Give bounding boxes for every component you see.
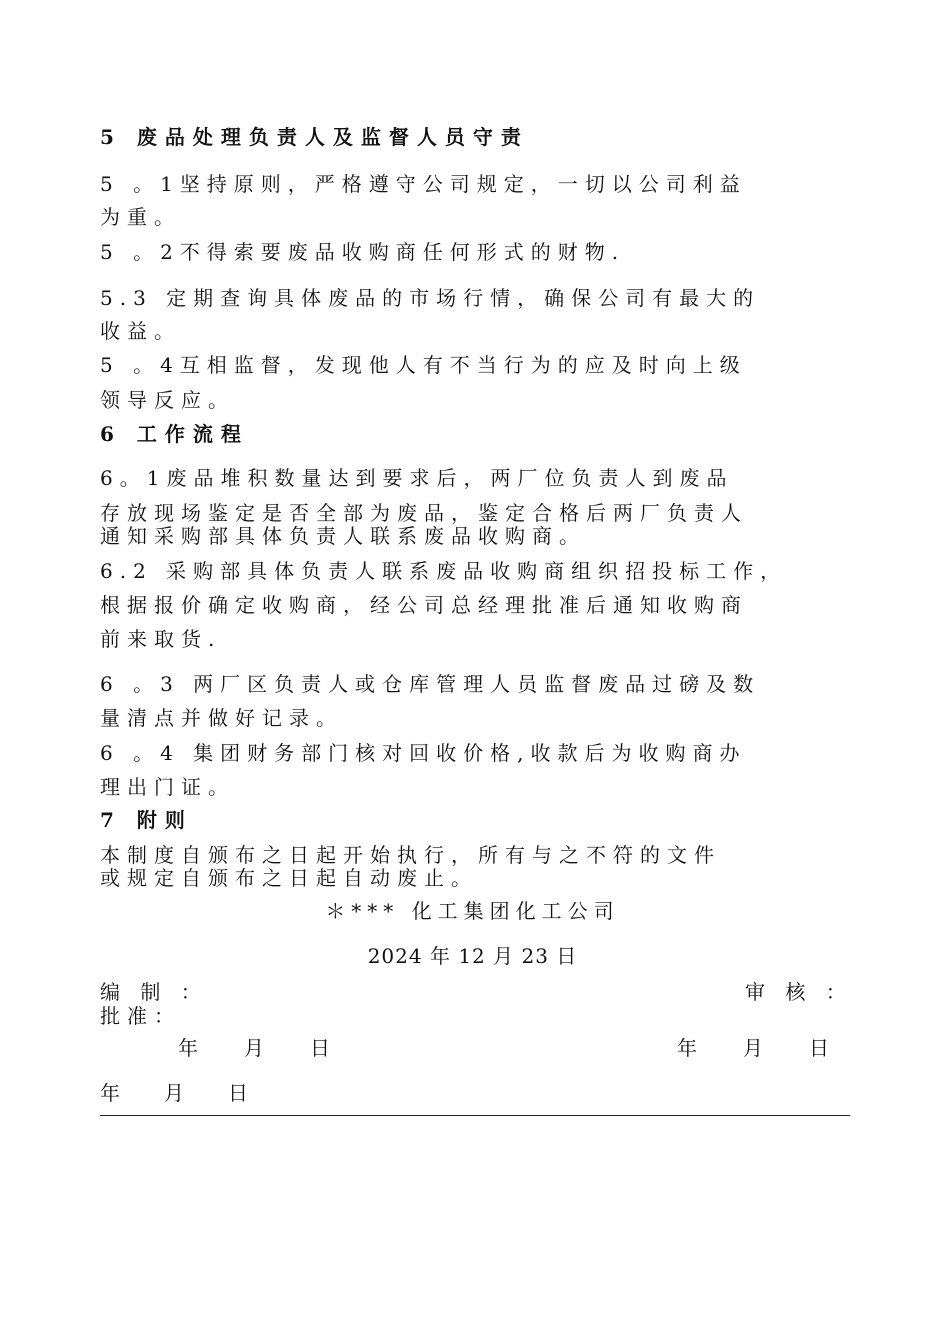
clause-5-4-line-2: 领导反应。 (100, 388, 235, 412)
clause-5-3-line-2: 收益。 (100, 319, 181, 343)
clause-5-3-line-1: 5.3 定期查询具体废品的市场行情，确保公司有最大的 (100, 286, 761, 310)
compile-label: 编 制 ： (100, 980, 208, 1004)
approve-date-blank: 年 月 日 (100, 1081, 260, 1105)
section-6-heading: 6 工作流程 (100, 422, 249, 446)
clause-6-2-line-1: 6.2 采购部具体负责人联系废品收购商组织招投标工作， (100, 559, 788, 583)
supplementary-line-2: 或规定自颁布之日起自动废止。 (100, 866, 478, 890)
clause-6-3-line-1: 6 。3 两厂区负责人或仓库管理人员监督废品过磅及数 (100, 672, 761, 696)
clause-6-3-line-2: 量清点并做好记录。 (100, 706, 343, 730)
clause-6-2-line-3: 前来取货. (100, 627, 222, 651)
clause-5-1-line-1: 5 。1坚持原则，严格遵守公司规定，一切以公司利益 (100, 172, 747, 196)
clause-5-1-line-2: 为重。 (100, 205, 181, 229)
clause-5-4-line-1: 5 。4互相监督，发现他人有不当行为的应及时向上级 (100, 353, 747, 377)
clause-5-2-line-1: 5 。2不得索要废品收购商任何形式的财物. (100, 240, 626, 264)
bottom-rule (100, 1115, 850, 1116)
review-label: 审 核 ： (745, 980, 853, 1004)
compile-date-blank: 年 月 日 (178, 1036, 332, 1060)
issue-date: 2024 年 12 月 23 日 (367, 944, 578, 968)
clause-6-4-line-1: 6 。4 集团财务部门核对回收价格,收款后为收购商办 (100, 741, 747, 765)
section-5-heading: 5 废品处理负责人及监督人员守责 (100, 125, 529, 149)
clause-6-1-line-2: 存放现场鉴定是否全部为废品，鉴定合格后两厂负责人 (100, 501, 748, 525)
review-date-blank: 年 月 日 (677, 1036, 831, 1060)
section-7-heading: 7 附则 (100, 808, 193, 832)
clause-6-1-line-1: 6。1废品堆积数量达到要求后，两厂位负责人到废品 (100, 466, 734, 490)
company-name: ＊*** 化工集团化工公司 (325, 899, 620, 923)
supplementary-line-1: 本制度自颁布之日起开始执行，所有与之不符的文件 (100, 843, 721, 867)
clause-6-4-line-2: 理出门证。 (100, 775, 235, 799)
approve-label: 批准： (100, 1004, 181, 1028)
clause-6-1-line-3: 通知采购部具体负责人联系废品收购商。 (100, 524, 586, 548)
clause-6-2-line-2: 根据报价确定收购商，经公司总经理批准后通知收购商 (100, 593, 748, 617)
